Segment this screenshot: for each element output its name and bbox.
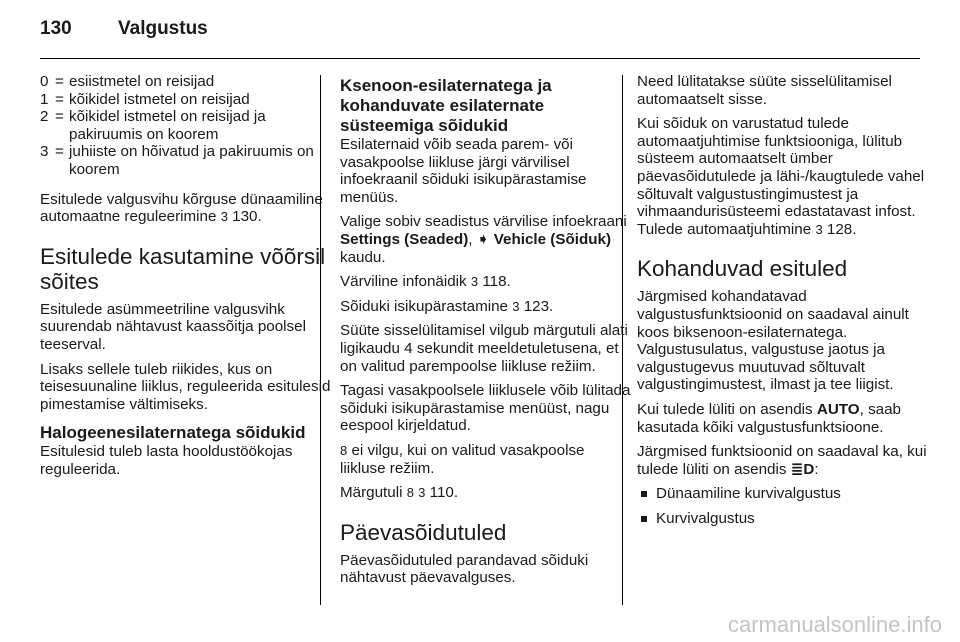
chapter-title: Valgustus <box>118 18 208 39</box>
list-item: 1 = kõikidel istmetel on reisijad <box>40 90 250 108</box>
bullet-icon <box>641 516 647 522</box>
paragraph: 8 ei vilgu, kui on valitud vasakpoolse liikluse režiim. <box>340 441 585 477</box>
paragraph: Järgmised kohandatavad valgustusfunktsioonid on saadaval ainult koos biksenoon-esilaternatega. Valgustusulatus, valgustuse jaotus ja valgustugevus muutuvad sõltuvalt valgustingimustest, ilmast ja tee liigist. <box>637 288 909 394</box>
load-list <box>40 73 332 179</box>
paragraph: Esitulesid tuleb lasta hooldustöökojas reguleerida. <box>40 443 293 478</box>
column-2 <box>340 73 632 594</box>
arrow-icon: ➧ <box>476 230 490 248</box>
paragraph: Päevasõidutuled parandavad sõiduki nähtavust päevavalguses. <box>340 551 589 587</box>
paragraph: Sõiduki isikupärastamine 3 123. <box>340 297 554 315</box>
column-3 <box>637 73 927 534</box>
paragraph: Kui sõiduk on varustatud tulede automaatjuhtimise funktsiooniga, lülitub süsteem automaatselt ümber päevasõidutulede ja lähi-/kaugtulede vahel sõltuvalt valgustustingimustest ja vihmaandurisüsteemi edastatavast infost. Tulede automaatjuhtimine 3 128. <box>637 115 925 238</box>
list-item: Kurvivalgustus <box>637 510 927 528</box>
list-item: 0 = esiistmetel on reisijad <box>40 73 215 90</box>
paragraph: Süüte sisselülitamisel vilgub märgutuli alati ligikaudu 4 sekundit meeldetuletusena, et on valitud parempoolse liikluse režiim. <box>340 322 628 375</box>
lamp-icon: ≣D <box>790 460 815 478</box>
indicator-icon: 8 <box>406 485 414 501</box>
paragraph: Tagasi vasakpoolsele liiklusele võib lülitada sõiduki isikupärastamise menüüst, nagu eespool kirjeldatud. <box>340 382 631 435</box>
paragraph: Värviline infonäidik 3 118. <box>340 273 511 291</box>
column-1 <box>40 73 332 486</box>
section-heading: Päevasõidutuled <box>340 519 507 545</box>
subsection-heading: Halogeenesilaternatega sõidukid <box>40 423 306 443</box>
indicator-icon: 8 <box>340 442 348 458</box>
watermark: carmanualsonline.info <box>727 612 942 637</box>
list-item: 2 = kõikidel istmetel on reisijad ja pakiruumis on koorem <box>40 108 266 143</box>
header-rule <box>40 58 920 59</box>
paragraph: Kui tulede lüliti on asendis AUTO, saab kasutada kõiki valgustusfunktsioone. <box>637 400 901 436</box>
ref-arrow-icon: 3 <box>418 485 426 501</box>
paragraph: Esitulede valgusvihu kõrguse dünaamiline automaatne reguleerimine 3 130. <box>40 190 323 226</box>
ref-arrow-icon: 3 <box>220 209 228 225</box>
page-number: 130 <box>40 18 72 39</box>
paragraph: Lisaks sellele tuleb riikides, kus on teisesuunaline liiklus, reguleerida esitulesid pimestamise vältimiseks. <box>40 360 331 413</box>
ref-arrow-icon: 3 <box>470 274 479 290</box>
paragraph: Järgmised funktsioonid on saadaval ka, kui tulede lüliti on asendis ≣D: <box>637 443 927 478</box>
subsection-heading: Ksenoon-esilaternatega ja kohanduvate esilaternate süsteemiga sõidukid <box>340 76 552 135</box>
paragraph: Märgutuli 8 3 110. <box>340 484 459 502</box>
section-heading: Kohanduvad esituled <box>637 256 848 282</box>
list-item: Dünaamiline kurvivalgustus <box>637 485 927 503</box>
list-item: 3 = juhiiste on hõivatud ja pakiruumis on koorem <box>40 143 314 178</box>
ref-arrow-icon: 3 <box>815 221 823 237</box>
paragraph: Esitulede asümmeetriline valgusvihk suurendab nähtavust kaassõitja poolsel teeserval. <box>40 300 306 353</box>
paragraph: Need lülitatakse süüte sisselülitamisel automaatselt sisse. <box>637 73 892 108</box>
bullet-icon <box>641 491 647 497</box>
paragraph: Valige sobiv seadistus värvilise infoekraani Settings (Seaded), ➧ Vehicle (Sõiduk) kaudu. <box>340 213 627 266</box>
ref-arrow-icon: 3 <box>512 298 520 314</box>
paragraph: Esilaternaid võib seada parem- või vasakpoolse liikluse järgi värvilisel infoekraanil sõiduki isikupärastamise menüüs. <box>340 136 587 206</box>
section-heading: Esitulede kasutamine võõrsil sõites <box>40 243 326 294</box>
